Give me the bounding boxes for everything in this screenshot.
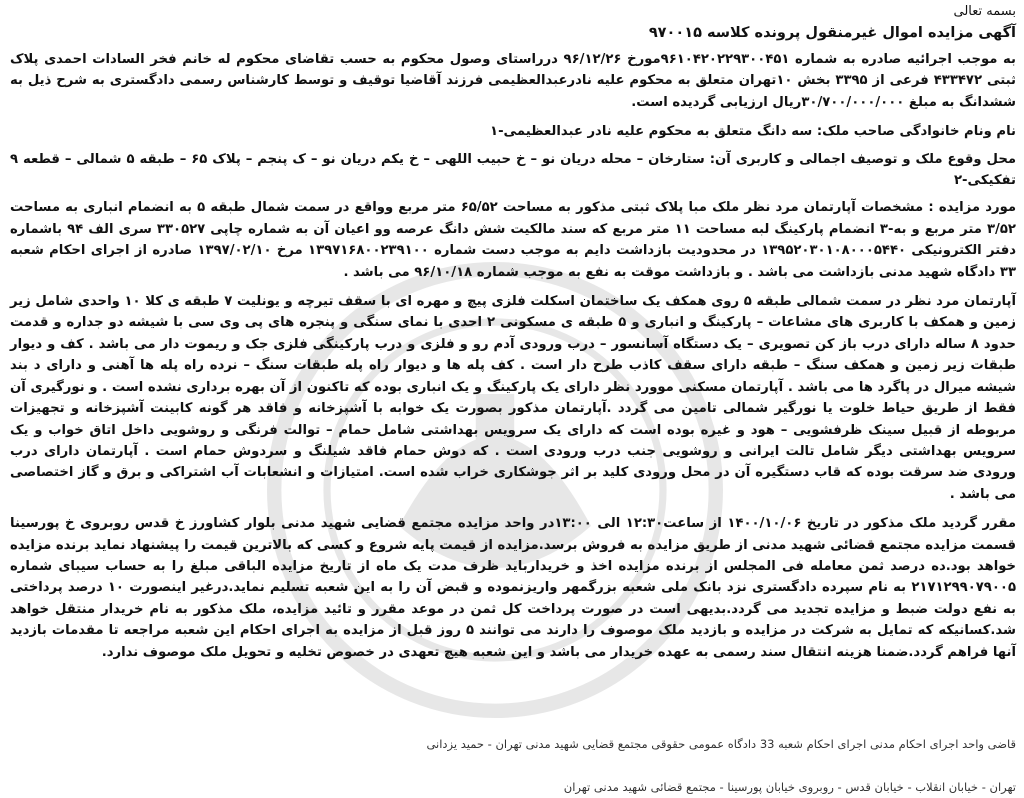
notice-content — [10, 2, 1016, 671]
paragraph-property-location: محل وقوع ملک و توصیف اجمالی و کاربری آن: ستارخان – محله دریان نو – خ حبیب اللهی – خ یکم دریان نو – ک پنجم – پلاک ۶۵ – طبقه ۵ شمالی – قطعه ۹ تفکیکی-۲ — [10, 151, 1016, 189]
court-address-line: تهران - خیابان انقلاب - خیابان قدس - روبروی خیابان پورسینا - مجتمع قضائی شهید مدنی تهران — [563, 780, 1016, 794]
paragraph-auction-terms: مقرر گردید ملک مذکور در تاریخ ۱۴۰۰/۱۰/۰۶ از ساعت۱۲:۳۰ الی ۱۳:۰۰در واحد مزایده مجتمع قضایی شهید مدنی بلوار کشاورز خ قدس روبروی خ پورسینا قسمت مزایده مجتمع قضائی شهید مدنی از طریق مزایده به فروش برسد.مزایده از قیمت پایه شروع و کسی که بالاترین قیمت را پیشنهاد نماید برنده مزایده خواهد بود.ده درصد ثمن معامله فی المجلس از برنده مزایده اخذ و خریدارباید ظرف مدت یک ماه از تاریخ مزایده الباقی مبلغ را به حساب سیبای شماره ۲۱۷۱۲۹۹۰۷۹۰۰۵ به نام سپرده دادگستری نزد بانک ملی شعبه بزرگمهر واریزنموده و قبض آن را به این شعبه تسلیم نماید.درغیر اینصورت ۱۰ درصد پرداختی به نفع دولت ضبط و مزایده تجدید می گردد.بدیهی است در صورت پرداخت کل ثمن در موعد مقرر و تائید مزایده، ملک مذکور به نام خریدار منتقل خواهد شد.کسانیکه که تمایل به شرکت در مزایده و بازدید ملک موصوف را دارند می توانند ۵ روز قبل از مزایده به اجرای احکام این شعبه مراجعه تا مقدمات بازدید آنها فراهم گردد.ضمنا هزینه انتقال سند رسمی به عهده خریدار می باشد و این شعبه هیچ تعهدی در خصوص تخلیه و تحویل ملک موصوف ندارد. — [10, 516, 1016, 660]
judge-signature-line: قاضی واحد اجرای احکام مدنی اجرای احکام شعبه 33 دادگاه عمومی حقوقی مجتمع قضایی شهید مدنی تهران - حمید یزدانی — [426, 737, 1016, 751]
paragraph-apartment-description: آپارتمان مرد نظر در سمت شمالی طبقه ۵ روی همکف یک ساختمان اسکلت فلزی پیچ و مهره ای با سقف تیرچه و یونلیت ۷ طبقه ی کلا ۱۰ واحدی شامل زیر زمین و همکف با کاربری های مشاعات – پارکینگ و انباری و ۵ طبقه ی مسکونی ۲ احدی با نمای سنگی و پنجره های پی وی سی با شیشه دو جداره و قدمت حدود ۸ ساله دارای درب باز کن تصویری – یک دستگاه آسانسور – درب ورودی آدم رو و فلزی و درب پارکینگی فلزی جک و ریموت دار می باشد . کف و دیوار طبقات زیر زمین و همکف سنگ – طبقه دارای سقف کاذب طرح دار است . کف پله ها و دیوار راه پله طبقات سنگ – نرده راه پله ها آهنی و دارای د بند شیشه میرال در پاگرد ها می باشد . آپارتمان مسکنی موورد نظر دارای یک پارکینگ و یک انباری بوده که تاکنون از آن بهره برداری نشده است . و نورگیری آن فقط از طریق حیاط خلوت یا نورگیر شمالی تامین می گردد .آپارتمان مذکور بصورت یک خوابه با آشپزخانه و فاقد هر گونه کابینت آشپزخانه و تجهیزات مربوطه از قبیل سینک ظرفشویی – هود و غیره بوده است که دارای یک سرویس بهداشتی شامل حمام – توالت فرنگی و روشویی داخل اتاق خواب و یک سرویس بهداشتی دیگر شامل تالت ایرانی و روشویی جنب درب ورودی است . که دوش حمام فاقد شیلنگ و سردوش حمام است . آپارتمان دارای درب ورودی ضد سرقت بوده که قاب دستگیره آن در محل ورودی کلید بر اثر جوشکاری خراب شده است. امتیازات و انشعابات آب اشتراکی و برق و گاز اختصاصی می باشد . — [10, 294, 1016, 502]
paragraph-execution-order: به موجب اجرائیه صادره به شماره ۹۶۱۰۴۲۰۲۲۹۳۰۰۴۵۱مورخ ۹۶/۱۲/۲۶ درراستای وصول محکوم به حسب تقاضای محکوم له خانم فخر السادات احمدی پلاک ثبتی ۴۳۳۴۷۲ فرعی از ۳۳۹۵ بخش ۱۰تهران متعلق به محکوم علیه نادرعبدالعظیمی فرزند آقاضیا توقیف و توسط کارشناس رسمی دادگستری به شرح ذیل به ششدانگ به مبلغ ۳۰/۷۰۰/۰۰۰/۰۰۰ریال ارزیابی گردیده است. — [10, 52, 1017, 110]
basmala-heading: بسمه تعالی — [953, 4, 1016, 19]
notice-title: آگهی مزایده اموال غیرمنقول پرونده کلاسه ۹۷۰۰۱۵ — [648, 25, 1016, 41]
paragraph-owner-name: نام ونام خانوادگی صاحب ملک: سه دانگ متعلق به محکوم علیه نادر عبدالعظیمی-۱ — [490, 124, 1016, 140]
paragraph-auction-subject: مورد مزایده : مشخصات آپارتمان مرد نظر ملک مبا پلاک ثبتی مذکور به مساحت ۶۵/۵۲ متر مربع وواقع در سمت شمال طبقه ۵ به انضمام انباری به مساحت ۳/۵۲ متر مربع و به-۳ انضمام پارکینگ لبه مساحت ۱۱ متر مربع که سند مالکیت شش دانگ عرصه وو اعیان آن به شماره چاپی ۳۳۰۵۲۷ سری الف ۹۴ باشماره دفتر الکترونیکی ۱۳۹۵۲۰۳۰۱۰۸۰۰۰۵۴۴۰ در محدودیت بازداشت دایم به موجب دست شماره ۱۳۹۷۱۶۸۰۰۲۳۹۱۰۰ مرخ ۱۳۹۷/۰۲/۱۰ صادره از اجرای احکام شعبه ۳۳ دادگاه شهید مدنی بازداشت می باشد . و بازداشت موقت به نفع به موجب شماره ۹۶/۱۰/۱۸ می باشد . — [10, 200, 1017, 280]
